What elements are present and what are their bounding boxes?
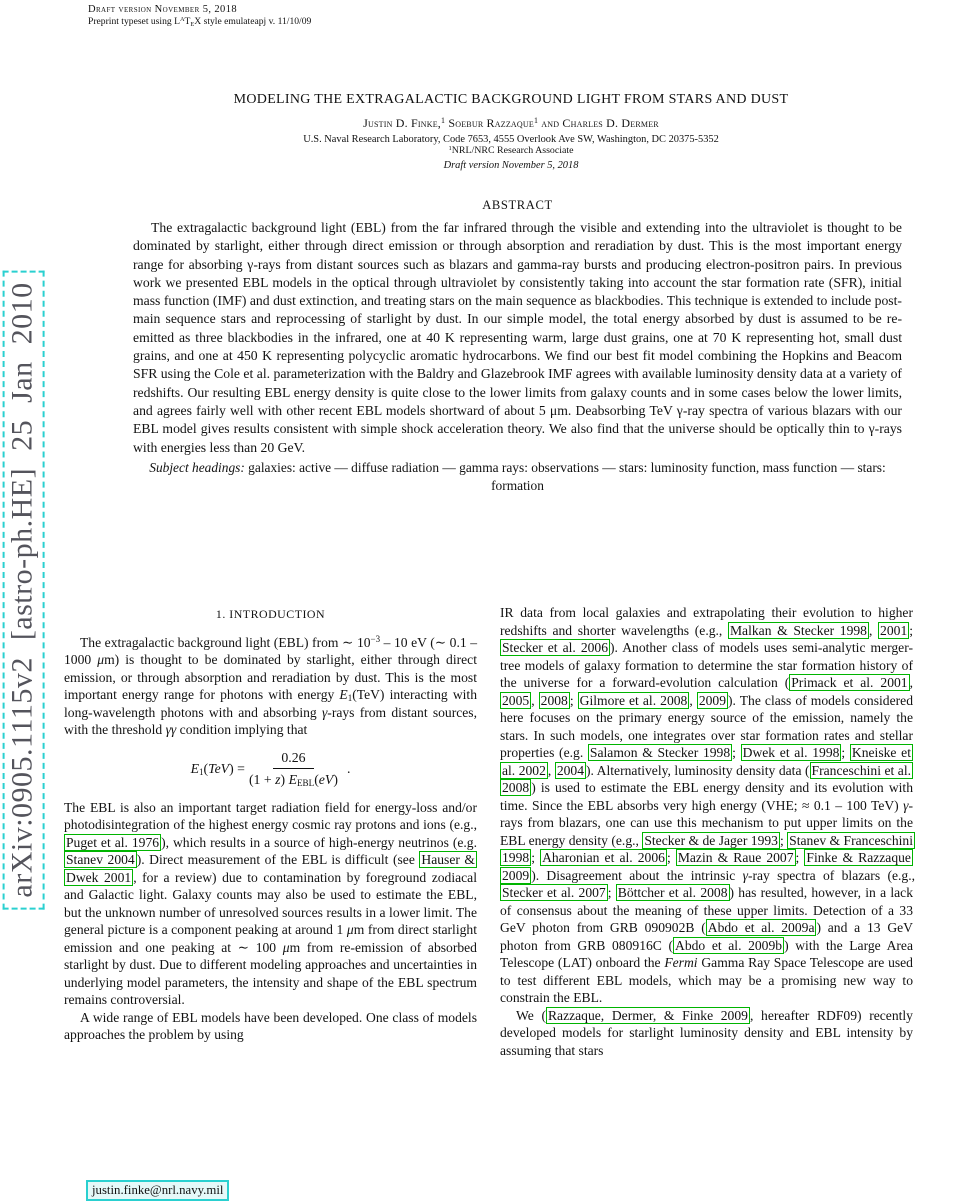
text-segment: ; (779, 832, 788, 848)
text-segment: ) and a 13 GeV photon from GRB 080916C ( (500, 920, 913, 953)
arxiv-stamp-link[interactable]: arXiv:0905.1115v2 [astro-ph.HE] 25 Jan 2010 (3, 270, 45, 909)
text-segment: ) (333, 772, 338, 787)
arxiv-stamp (0, 226, 48, 954)
text-segment: ; (795, 850, 805, 865)
text-segment: ; (607, 885, 616, 900)
text-segment: ; (666, 850, 676, 865)
text-segment: γγ (165, 722, 177, 737)
citation-link[interactable]: Stanev & Franceschini 1998 (502, 832, 913, 865)
text-segment: ( (203, 760, 209, 776)
text-segment: We ( (516, 1007, 546, 1023)
text-segment: −3 (370, 634, 381, 645)
text-segment: ). Alternatively, luminosity density data ( (586, 762, 810, 778)
citation-link[interactable]: Abdo et al. 2009a (707, 920, 815, 935)
affiliation-line: U.S. Naval Research Laboratory, Code 7653, 4555 Overlook Ave SW, Washington, DC 20375-5352 (303, 134, 719, 145)
text-segment: -rays from distant sources, with the threshold (64, 704, 477, 737)
text-segment: Soebur Razzaque (445, 116, 534, 130)
text-segment: X style emulateapj v. 11/10/09 (194, 16, 312, 27)
text-segment: , (547, 762, 555, 778)
text-segment: ), which results in a source of high-energy neutrinos (e.g. (161, 834, 477, 850)
citation-link[interactable]: Stecker et al. 2007 (502, 885, 606, 900)
text-segment: Subject headings: (149, 459, 245, 475)
text-segment: – 10 eV (∼ 0.1 – 1000 (64, 634, 478, 667)
text-segment: Fermi (664, 955, 698, 970)
equation-numerator: 0.26 (273, 749, 313, 770)
text-segment: A wide range of EBL models have been developed. One class of models approaches the problem by using (64, 1009, 477, 1042)
text-segment: ). Direct measurement of the EBL is difficult (see (136, 852, 420, 867)
citation-link[interactable]: Primack et al. 2001 (791, 675, 908, 690)
associate-note-line (90, 145, 932, 156)
text-segment: T (184, 16, 191, 27)
text-segment: ; (531, 850, 541, 865)
draft-version-line: Draft version November 5, 2018 (88, 4, 237, 15)
text-segment: Preprint typeset using L (88, 16, 180, 27)
text-segment: TeV (208, 760, 230, 776)
text-segment: E (190, 760, 199, 776)
footnote-area (86, 1180, 229, 1201)
threshold-equation (64, 749, 477, 789)
text-segment: ( (314, 772, 319, 787)
equation-lhs (191, 760, 245, 778)
text-segment: ). The class of models considered here focuses on the primary energy source of the emission, namely the stars. In such models, one integrates over star formation rates and stellar properties (e.g. (500, 692, 913, 760)
text-segment: , (909, 675, 913, 690)
text-segment: 1 (448, 145, 452, 153)
text-segment: ; (732, 745, 741, 760)
text-segment: galaxies: active — diffuse radiation — gamma rays: observations — stars: luminosity function, mass function — stars: formation (244, 459, 886, 493)
citation-link[interactable]: Salamon & Stecker 1998 (589, 745, 731, 760)
text-segment: , (868, 622, 879, 638)
text-segment: , hereafter RDF09) recently developed models for starlight luminosity density and EBL intensity by assuming that stars (500, 1007, 913, 1058)
page-header (88, 4, 311, 27)
text-segment: ) has resulted, however, in a lack of consensus about the meaning of these upper limits. Detection of a 33 GeV photon from GRB 090902B ( (500, 885, 913, 935)
citation-link[interactable]: 2008 (540, 692, 568, 708)
text-segment: IR data from local galaxies and extrapolating their evolution to higher redshifts and shorter wavelengths (e.g., (500, 605, 913, 638)
draft-date-line: Draft version November 5, 2018 (443, 160, 579, 171)
text-segment: ) (280, 772, 289, 787)
citation-link[interactable]: Stecker et al. 2006 (502, 640, 609, 655)
text-segment: μ (346, 922, 354, 937)
text-segment: -rays from blazars, one can use this mechanism to put upper limits on the EBL energy density (e.g., (500, 797, 913, 848)
text-segment: EBL (297, 778, 315, 789)
text-segment: (TeV) interacting with long-wavelength photons with and absorbing (64, 687, 477, 720)
text-segment: condition implying that (176, 722, 308, 737)
intro-paragraph-2 (64, 799, 477, 1009)
text-segment: ; (909, 622, 914, 638)
text-segment: , (689, 692, 697, 708)
citation-link[interactable]: Mazin & Raue 2007 (677, 850, 794, 865)
section-heading-introduction: 1. INTRODUCTION (215, 607, 326, 621)
text-segment: ) = (229, 760, 245, 776)
text-segment: ; (569, 692, 578, 708)
text-segment: γ (903, 797, 909, 813)
text-segment: Gamma Ray Space Telescope are used to test different EBL models, which may be a promising new way to constrain the EBL. (500, 955, 913, 1005)
paper-title: MODELING THE EXTRAGALACTIC BACKGROUND LIGHT FROM STARS AND DUST (233, 92, 789, 107)
text-segment: μ (282, 939, 290, 955)
text-segment: A (179, 16, 185, 24)
text-segment: ). Another class of models uses semi-analytic merger-tree models of galaxy formation to determine the star formation history of the universe for a forward-evolution calculation ( (500, 640, 913, 690)
title-block (90, 92, 932, 171)
text-segment: γ (742, 867, 748, 883)
citation-link[interactable]: Puget et al. 1976 (66, 834, 160, 850)
text-segment: E (339, 687, 348, 702)
citation-link[interactable]: Stanev 2004 (66, 852, 135, 867)
citation-link[interactable]: Dwek et al. 1998 (742, 745, 840, 760)
intro-paragraph-1 (64, 634, 477, 739)
abstract-heading: ABSTRACT (482, 198, 553, 212)
email-link[interactable]: justin.finke@nrl.navy.mil (86, 1180, 229, 1201)
text-segment: E (288, 772, 297, 787)
citation-link[interactable]: Stecker & de Jager 1993 (644, 832, 778, 848)
intro-paragraph-3 (64, 1009, 477, 1044)
text-segment: m from direct starlight emission and one peaking at ∼ 100 (64, 922, 477, 955)
text-segment: The EBL is also an important target radiation field for energy-loss and/or photodisintegration of the highest energy cosmic ray protons and ions (e.g., (64, 799, 477, 832)
citation-link[interactable]: Gilmore et al. 2008 (579, 692, 688, 708)
citation-link[interactable]: Kneiske et al. 2002 (502, 745, 911, 778)
citation-link[interactable]: Böttcher et al. 2008 (617, 885, 728, 900)
citation-link[interactable]: 2004 (556, 762, 584, 778)
left-column (64, 604, 477, 1044)
text-segment: eV (318, 772, 334, 787)
text-segment: 1 (347, 693, 353, 704)
citation-link[interactable]: Finke & Razzaque 2009 (502, 850, 911, 883)
text-segment: , for a review) due to contamination by foreground zodiacal and Galactic light. Galaxy counts may also be used to estimate the EBL, but the unknown number of unresolved sources results in a lower limit. The general picture is a component peaking at around 1 (64, 869, 477, 937)
text-segment: z (275, 772, 281, 787)
citation-link[interactable]: 2001 (880, 622, 908, 638)
text-segment: ; (841, 745, 850, 760)
text-segment: ). Disagreement about the intrinsic (531, 867, 743, 883)
text-segment: , (531, 692, 539, 708)
equation-denominator (249, 769, 338, 789)
citation-link[interactable]: Aharonian et al. 2006 (542, 850, 665, 865)
text-segment: 1 (441, 116, 446, 126)
abstract-section (133, 198, 902, 495)
text-segment: m from re-emission of absorbed starlight by dust. Due to different modeling approaches and uncertainties in underlying model parameters, the intensity and shape of the EBL spectrum remains controversial. (64, 939, 477, 1007)
text-segment: Justin D. Finke, (363, 116, 442, 130)
text-segment: (1 + (248, 772, 276, 787)
text-segment: and Charles D. Dermer (538, 116, 659, 130)
abstract-text: The extragalactic background light (EBL) from the far infrared through the visible and extending into the ultraviolet is thought to be dominated by starlight, either through direct emission or through absorption and reradiation by dust. This is the most important energy range for absorbing γ-rays from distant sources such as blazars and gamma-ray bursts and producing electron-positron pairs. In previous work we presented EBL models in the optical through ultraviolet by consistently taking into account the star formation rate (SFR), initial mass function (IMF) and dust extinction, and treating stars on the main sequence as blackbodies. This technique is extended to include post-main sequence stars and reprocessing of starlight by dust. In our simple model, the total energy absorbed by dust is assumed to be re-emitted as three blackbodies in the infrared, one at 40 K representing warm, large dust grains, one at 70 K representing hot, small dust grains, and one at 450 K representing polycyclic aromatic hydrocarbons. We find our best fit model combining the Hopkins and Beacom SFR using the Cole et al. parameterization with the Baldry and Glazebrook IMF agrees with available luminosity density data at a variety of redshifts. Our resulting EBL energy density is quite close to the lower limits from galaxy counts and in some cases below the lower limits, and agrees fairly well with other recent EBL models shortward of about 5 μm. Deabsorbing TeV γ-ray spectra of various blazars with our EBL model gives results consistent with simple shock acceleration theory. We also find that the universe should be optically thin to γ-rays with energies less than 20 GeV. (133, 220, 902, 455)
citation-link[interactable]: Franceschini et al. 2008 (502, 762, 912, 795)
equation-fraction (249, 749, 338, 789)
citation-link[interactable]: 2009 (698, 692, 726, 708)
text-segment: γ (321, 704, 328, 720)
citation-link[interactable]: Malkan & Stecker 1998 (729, 622, 867, 638)
right-column (500, 604, 913, 1059)
intro-paragraph-4 (500, 604, 913, 1007)
text-segment: The extragalactic background light (EBL) from ∼ 10 (80, 634, 371, 650)
citation-link[interactable]: 2005 (502, 692, 530, 708)
text-segment: ) with the Large Area Telescope (LAT) onboard the (500, 937, 913, 970)
text-segment: ) is used to estimate the EBL energy density and its evolution with time. Since the EBL absorbs very high energy (VHE; ≈ 0.1 – 100 TeV) (500, 780, 913, 813)
subject-headings (133, 459, 902, 495)
text-segment: m) is thought to be dominated by starlight, either through direct emission, or through absorption and reradiation by dust. This is the most important energy range for photons with energy (64, 652, 477, 702)
text-segment: NRL/NRC Research Associate (451, 145, 574, 156)
text-segment: E (190, 20, 195, 28)
equation-period: . (346, 760, 351, 776)
authors-line (90, 116, 932, 131)
citation-link[interactable]: Hauser & Dwek 2001 (66, 852, 475, 885)
text-segment: 1 (199, 767, 204, 778)
intro-paragraph-5 (500, 1007, 913, 1060)
preprint-style-line (88, 16, 311, 27)
text-segment: 1 (533, 116, 539, 126)
text-segment: μ (97, 652, 105, 667)
citation-link[interactable]: Abdo et al. 2009b (675, 937, 783, 953)
text-segment: -ray spectra of blazars (e.g., (747, 867, 915, 883)
citation-link[interactable]: Razzaque, Dermer, & Finke 2009 (547, 1007, 748, 1023)
